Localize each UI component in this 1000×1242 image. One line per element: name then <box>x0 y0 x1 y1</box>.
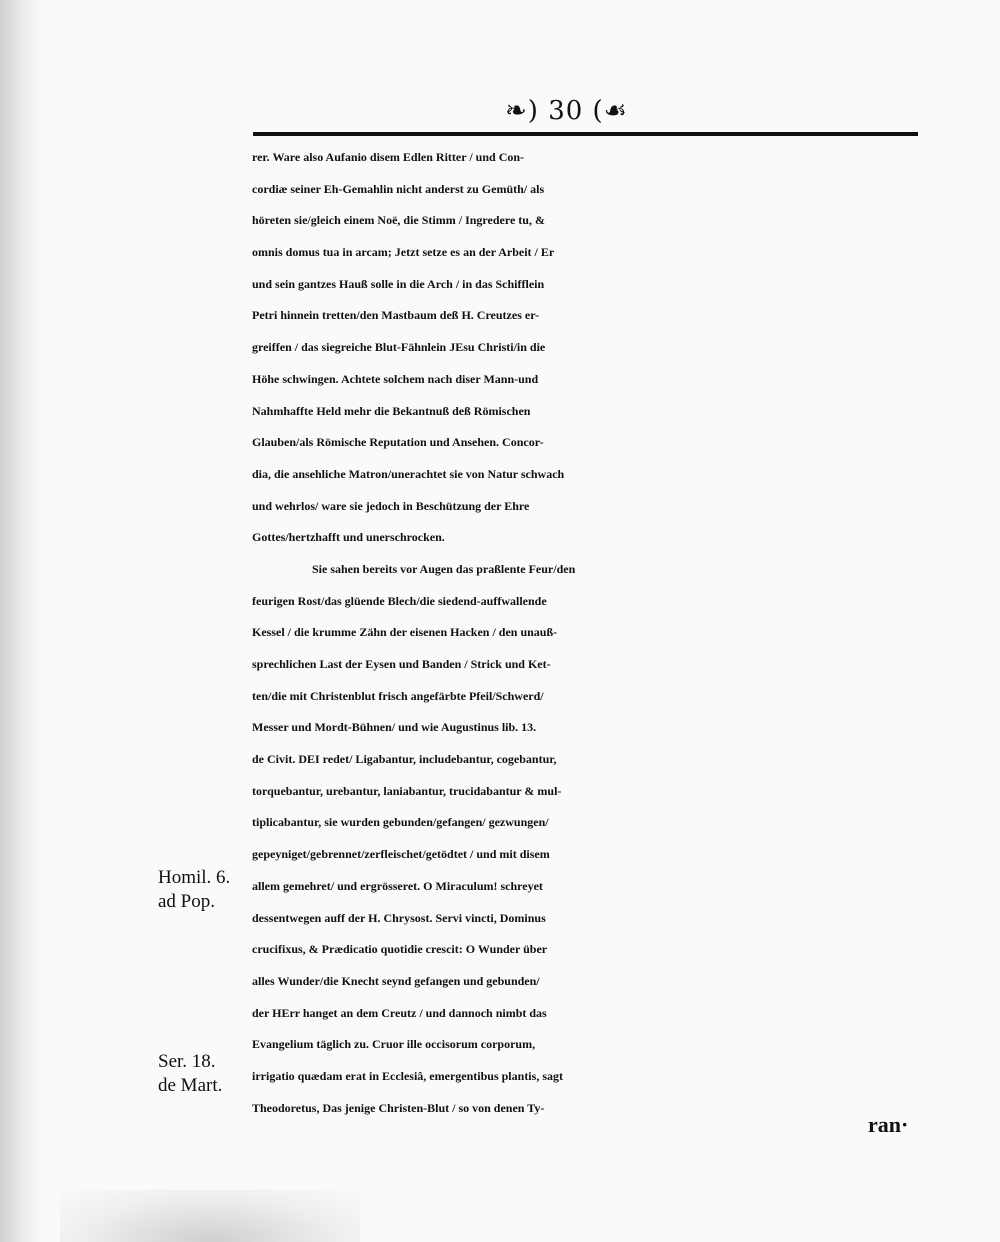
margin-note-homil <box>158 866 230 914</box>
text-line: und wehrlos/ ware sie jedoch in Beschützung der Ehre <box>252 498 530 513</box>
thumb-shadow <box>60 1190 360 1242</box>
text-line: crucifixus, & Prædicatio quotidie crescit: O Wunder über <box>252 942 548 957</box>
text-line: Höhe schwingen. Achtete solchem nach diser Mann-und <box>252 371 539 386</box>
text-line: tiplicabantur, sie wurden gebunden/gefangen/ gezwungen/ <box>252 815 549 830</box>
text-line: Theodoretus, Das jenige Christen-Blut / so von denen Ty- <box>252 1100 545 1115</box>
text-line: dia, die ansehliche Matron/unerachtet sie von Natur schwach <box>252 466 565 481</box>
text-line: greiffen / das siegreiche Blut-Fähnlein JEsu Christi/in die <box>252 340 546 355</box>
margin-note-line: Homil. 6. <box>158 867 231 888</box>
text-line: feurigen Rost/das glüende Blech/die siedend-auffwallende <box>252 593 547 608</box>
text-line: Petri hinnein tretten/den Mastbaum deß H. Creutzes er- <box>252 308 540 323</box>
text-line: und sein gantzes Hauß solle in die Arch / in das Schifflein <box>252 276 545 291</box>
text-line: Glauben/als Römische Reputation und Ansehen. Concor- <box>252 435 544 450</box>
catchword: ran· <box>868 1112 909 1137</box>
text-line: Gottes/hertzhafft und unerschrocken. <box>252 530 445 545</box>
book-gutter-edge <box>0 0 40 1242</box>
text-line: Nahmhaffte Held mehr die Bekantnuß deß Römischen <box>252 403 531 418</box>
header-rule <box>253 132 918 136</box>
text-line: omnis domus tua in arcam; Jetzt setze es an der Arbeit / Er <box>252 245 555 260</box>
text-line: höreten sie/gleich einem Noë, die Stimm / Ingredere tu, & <box>252 213 545 228</box>
text-line: Messer und Mordt-Bühnen/ und wie Augustinus lib. 13. <box>252 720 537 735</box>
margin-note-line: ad Pop. <box>158 891 215 912</box>
text-line: gepeyniget/gebrennet/zerfleischet/getödtet / und mit disem <box>252 847 550 862</box>
text-line: ten/die mit Christenblut frisch angefärbte Pfeil/Schwerd/ <box>252 688 544 703</box>
body-text <box>252 142 927 1124</box>
text-line: torquebantur, urebantur, laniabantur, trucidabantur & mul- <box>252 783 562 798</box>
margin-note-line: de Mart. <box>158 1075 223 1096</box>
margin-note-line: Ser. 18. <box>158 1051 216 1072</box>
text-line: cordiæ seiner Eh-Gemahlin nicht anderst zu Gemüth/ als <box>252 181 545 196</box>
text-line: allem gemehret/ und ergrösseret. O Miraculum! schreyet <box>252 878 543 893</box>
text-line: Kessel / die krumme Zähn der eisenen Hacken / den unauß- <box>252 625 558 640</box>
text-line: de Civit. DEI redet/ Ligabantur, includebantur, cogebantur, <box>252 752 557 767</box>
text-line: alles Wunder/die Knecht seynd gefangen und gebunden/ <box>252 973 540 988</box>
text-line: irrigatio quædam erat in Ecclesiâ, emergentibus plantis, sagt <box>252 1068 563 1083</box>
text-line: dessentwegen auff der H. Chrysost. Servi vincti, Dominus <box>252 910 546 925</box>
text-line: Sie sahen bereits vor Augen das praßlente Feur/den <box>312 561 576 576</box>
page-number-header: ❧) 30 (☙ <box>505 96 628 126</box>
text-line: rer. Ware also Aufanio disem Edlen Ritter / und Con- <box>252 150 525 164</box>
text-line: sprechlichen Last der Eysen und Banden / Strick und Ket- <box>252 657 551 671</box>
margin-note-sermon <box>158 1050 222 1098</box>
text-line: der HErr hanget an dem Creutz / und dannoch nimbt das <box>252 1005 547 1020</box>
text-line: Evangelium täglich zu. Cruor ille occisorum corporum, <box>252 1037 536 1052</box>
